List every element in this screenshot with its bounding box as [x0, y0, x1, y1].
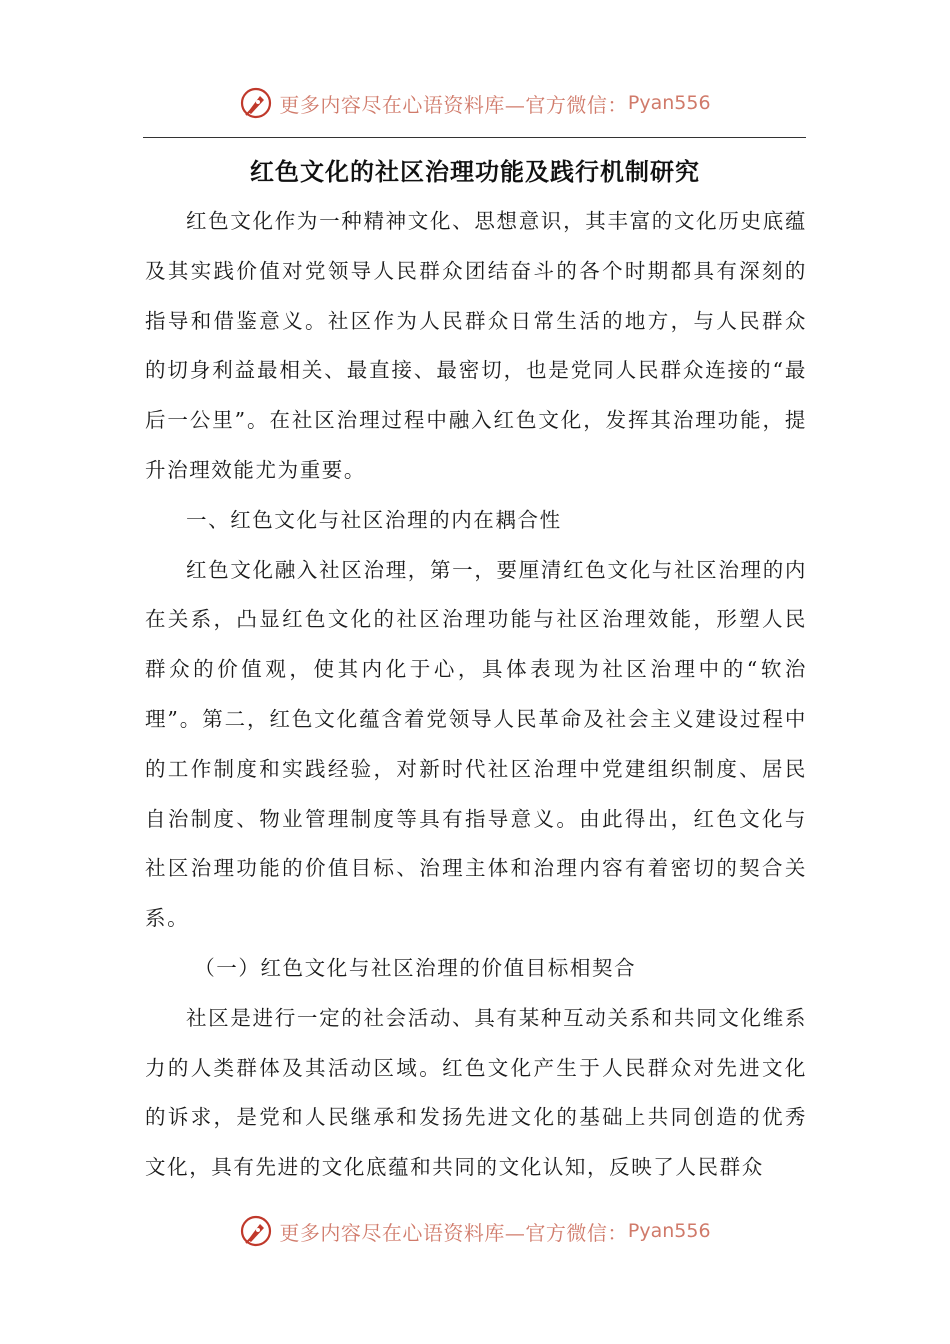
- subsection-heading: （一）红色文化与社区治理的价值目标相契合: [194, 955, 637, 980]
- wechat-id: Pyan556: [627, 92, 711, 114]
- banner-text: 更多内容尽在心语资料库—官方微信：: [279, 1220, 628, 1245]
- banner-text: 更多内容尽在心语资料库—官方微信：: [279, 92, 628, 117]
- article-body: [145, 197, 807, 1193]
- paragraph: 社区是进行一定的社会活动、具有某种互动关系和共同文化维系力的人类群体及其活动区域。红色文化产生于人民群众对先进文化的诉求，是党和人民继承和发扬先进文化的基础上共同创造的优秀文化，具有先进的文化底蕴和共同的文化认知，反映了人民群众: [145, 1005, 807, 1180]
- page-title: 红色文化的社区治理功能及践行机制研究: [250, 157, 700, 186]
- pen-nib-logo-icon: [239, 1214, 273, 1248]
- footer-banner: [0, 1208, 950, 1254]
- pen-nib-logo-icon: [239, 86, 273, 120]
- header-banner: [0, 80, 950, 126]
- section-heading: 一、红色文化与社区治理的内在耦合性: [186, 507, 562, 532]
- wechat-id: Pyan556: [627, 1220, 711, 1242]
- paragraph: 红色文化作为一种精神文化、思想意识，其丰富的文化历史底蕴及其实践价值对党领导人民群众团结奋斗的各个时期都具有深刻的指导和借鉴意义。社区作为人民群众日常生活的地方，与人民群众的切身利益最相关、最直接、最密切，也是党同人民群众连接的“最后一公里”。在社区治理过程中融入红色文化，发挥其治理功能，提升治理效能尤为重要。: [145, 209, 807, 482]
- header-rule: [143, 137, 806, 138]
- paragraph: 红色文化融入社区治理，第一，要厘清红色文化与社区治理的内在关系，凸显红色文化的社区治理功能与社区治理效能，形塑人民群众的价值观，使其内化于心，具体表现为社区治理中的“软治理”。第二，红色文化蕴含着党领导人民革命及社会主义建设过程中的工作制度和实践经验，对新时代社区治理中党建组织制度、居民自治制度、物业管理制度等具有指导意义。由此得出，红色文化与社区治理功能的价值目标、治理主体和治理内容有着密切的契合关系。: [145, 557, 807, 931]
